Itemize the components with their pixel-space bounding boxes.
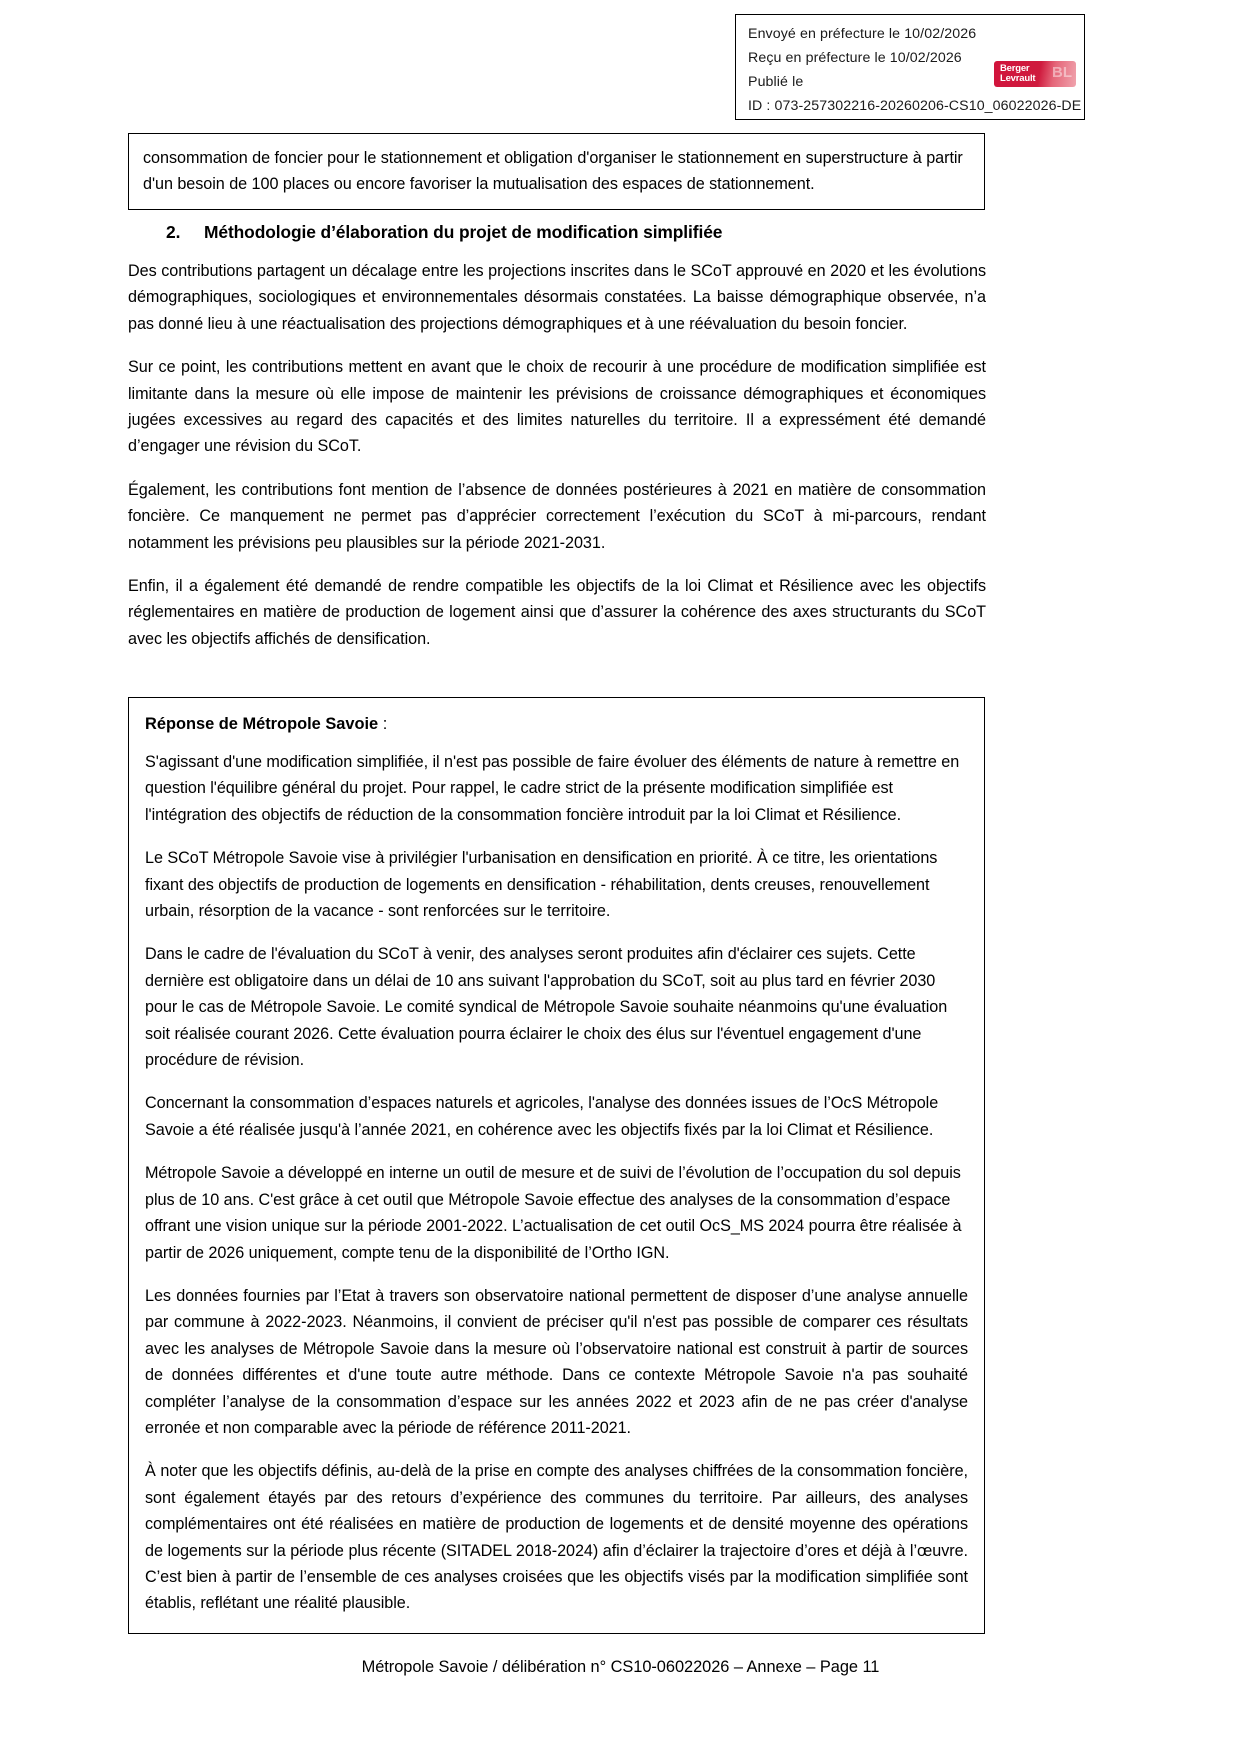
- stamp-sent-line: Envoyé en préfecture le 10/02/2026: [748, 26, 977, 42]
- response-paragraph: S'agissant d'une modification simplifiée, il n'est pas possible de faire évoluer des éléments de nature à remettre en question l'équilibre général du projet. Pour rappel, le cadre strict de la présente modification simplifiée est l'intégration des objectifs de réduction de la consommation foncière introduit par la loi Climat et Résilience.: [145, 753, 960, 824]
- logo-line-2: Levrault: [1000, 73, 1036, 84]
- response-paragraph: Dans le cadre de l'évaluation du SCoT à venir, des analyses seront produites afin d'éclairer ces sujets. Cette dernière est obligatoire dans un délai de 10 ans suivant l'approbation du SCoT, soit au plus tard en février 2030 pour le cas de Métropole Savoie. Le comité syndical de Métropole Savoie souhaite néanmoins qu'une évaluation soit réalisée courant 2026. Cette évaluation pourra éclairer le choix des élus sur l'éventuel engagement d'une procédure de révision.: [145, 945, 948, 1070]
- prefecture-stamp-box: [735, 14, 1085, 120]
- response-title-rest: :: [378, 715, 388, 733]
- response-box-title: [145, 711, 968, 737]
- page-footer: [0, 1655, 1241, 1679]
- body-paragraph: Des contributions partagent un décalage entre les projections inscrites dans le SCoT approuvé en 2020 et les évolutions démographiques, sociologiques et environnementales désormais constatées. La baisse démographique observée, n’a pas donné lieu à une réactualisation des projections démographiques et à une réévaluation du besoin foncier.: [128, 262, 986, 333]
- response-title-strong: Réponse de Métropole Savoie: [145, 715, 379, 733]
- berger-levrault-logo-icon: [994, 61, 1076, 87]
- section-number: 2.: [166, 222, 181, 242]
- stamp-id-line: ID : 073-257302216-20260206-CS10_06022026-DE: [748, 98, 1082, 114]
- stamp-received-line: Reçu en préfecture le 10/02/2026: [748, 50, 962, 66]
- response-box: [128, 697, 985, 1634]
- body-paragraph: Également, les contributions font mention de l’absence de données postérieures à 2021 en matière de consommation foncière. Ce manquement ne permet pas d’apprécier correctement l’exécution du SCoT à mi-parcours, rendant notamment les prévisions peu plausibles sur la période 2021-2031.: [128, 480, 986, 552]
- footer-text: Métropole Savoie / délibération n° CS10-06022026 – Annexe – Page 11: [361, 1658, 880, 1676]
- response-paragraph: Concernant la consommation d’espaces naturels et agricoles, l'analyse des données issues de l’OcS Métropole Savoie a été réalisée jusqu'à l’année 2021, en cohérence avec les objectifs fixés par la loi Climat et Résilience.: [145, 1094, 939, 1139]
- section-title: Méthodologie d’élaboration du projet de modification simplifiée: [204, 222, 723, 242]
- response-paragraph: Les données fournies par l’Etat à travers son observatoire national permettent de disposer d’une analyse annuelle par commune à 2022-2023. Néanmoins, il convient de préciser qu'il n'est pas possible de comparer ces résultats avec les analyses de Métropole Savoie dans la mesure où l’observatoire national est construit à partir de sources de données différentes et d'une toute autre méthode. Dans ce contexte Métropole Savoie n'a pas souhaité compléter l’analyse de la consommation d’espace sur les années 2022 et 2023 afin de ne pas créer d'analyse erronée et non comparable avec la période de référence 2011-2021.: [145, 1286, 968, 1437]
- logo-line-1: Berger: [1000, 63, 1030, 74]
- quote-box-text: consommation de foncier pour le stationnement et obligation d'organiser le stationnement en superstructure à partir d'un besoin de 100 places ou encore favoriser la mutualisation des espaces de stationnement.: [143, 149, 963, 193]
- stamp-published-line: Publié le: [748, 74, 804, 90]
- body-paragraph: Enfin, il a également été demandé de rendre compatible les objectifs de la loi Climat et Résilience avec les objectifs réglementaires en matière de production de logement ainsi que d’assurer la cohérence des axes structurants du SCoT avec les objectifs affichés de densification.: [128, 577, 986, 648]
- response-paragraph: Le SCoT Métropole Savoie vise à privilégier l'urbanisation en densification en priorité. À ce titre, les orientations fixant des objectifs de production de logements en densification - réhabilitation, dents creuses, renouvellement urbain, résorption de la vacance - sont renforcées sur le territoire.: [145, 849, 938, 921]
- body-paragraph: Sur ce point, les contributions mettent en avant que le choix de recourir à une procédure de modification simplifiée est limitante dans la mesure où elle impose de maintenir les prévisions de croissance démographiques et économiques jugées excessives au regard des capacités et des limites naturelles du territoire. Il a expressément été demandé d’engager une révision du SCoT.: [128, 358, 986, 456]
- logo-monogram: BL: [1052, 64, 1072, 81]
- top-quote-box: [128, 133, 985, 210]
- section-heading: [166, 219, 986, 245]
- body-text-block: [128, 258, 986, 669]
- response-paragraph: À noter que les objectifs définis, au-delà de la prise en compte des analyses chiffrées de la consommation foncière, sont également étayés par des retours d’expérience des communes du territoire. Par ailleurs, des analyses complémentaires ont été réalisées en matière de production de logements et de densité moyenne des opérations de logements sur la période plus récente (SITADEL 2018-2024) afin d’éclairer la trajectoire d’ores et déjà à l’œuvre. C’est bien à partir de l’ensemble de ces analyses croisées que les objectifs visés par la modification simplifiée sont établis, reflétant une réalité plausible.: [145, 1462, 968, 1613]
- response-paragraph: Métropole Savoie a développé en interne un outil de mesure et de suivi de l’évolution de l’occupation du sol depuis plus de 10 ans. C'est grâce à cet outil que Métropole Savoie effectue des analyses de la consommation d’espace offrant une vision unique sur la période 2001-2022. L’actualisation de cet outil OcS_MS 2024 pourra être réalisée à partir de 2026 uniquement, compte tenu de la disponibilité de l’Ortho IGN.: [145, 1164, 962, 1262]
